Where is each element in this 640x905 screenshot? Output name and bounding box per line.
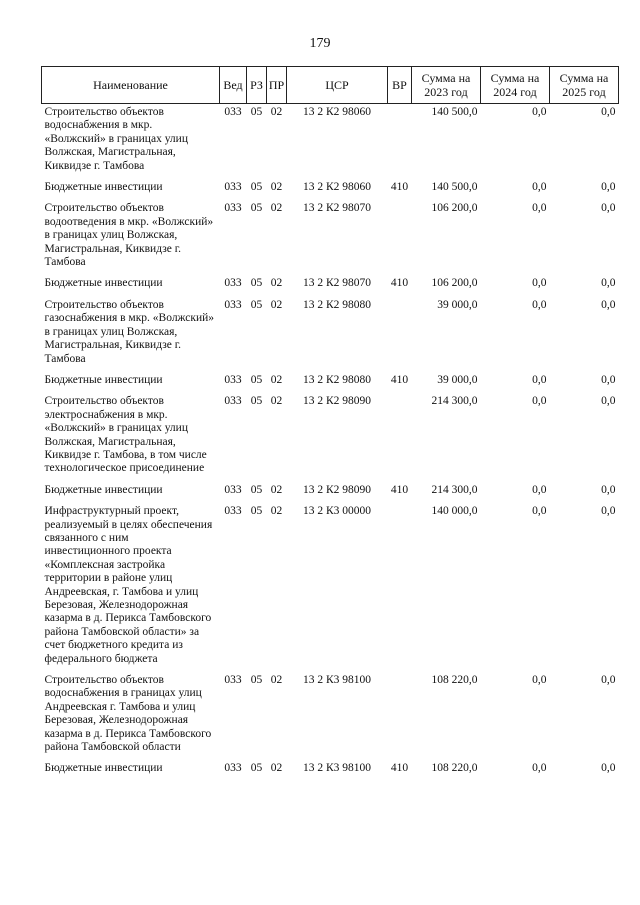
header-sum-2025: Сумма на 2025 год	[550, 67, 619, 104]
table-row	[42, 503, 619, 672]
row-pr: 02	[270, 505, 283, 518]
table-row	[42, 104, 619, 180]
row-name: Строительство объектов водоснабжения в границах улиц Андреевская г. Тамбова и улиц Березовая, Железнодорожная казарма в д. Перикса Тамбовского района Тамбовской области	[44, 674, 212, 754]
row-pr: 02	[270, 106, 283, 118]
page-number: 179	[309, 36, 331, 51]
row-pr: 02	[270, 762, 283, 775]
row-pr: 02	[270, 483, 283, 496]
row-rz: 05	[250, 483, 263, 496]
header-ved: Вед	[220, 67, 247, 104]
table-row	[42, 200, 619, 275]
row-rz: 05	[250, 277, 263, 290]
row-ved: 033	[224, 277, 242, 290]
row-sum-2023: 108 220,0	[431, 674, 478, 687]
row-sum-2025: 0,0	[601, 674, 616, 687]
row-ved: 033	[224, 483, 242, 496]
row-rz: 05	[250, 674, 263, 687]
table-row	[42, 179, 619, 200]
row-sum-2024: 0,0	[532, 395, 547, 408]
row-name: Бюджетные инвестиции	[44, 277, 163, 290]
row-csr: 13 2 К3 00000	[302, 505, 372, 518]
row-sum-2023: 108 220,0	[431, 762, 478, 775]
row-csr: 13 2 К2 98060	[302, 106, 372, 118]
row-ved: 033	[224, 674, 242, 687]
row-rz: 05	[250, 762, 263, 775]
row-pr: 02	[270, 277, 283, 290]
row-csr: 13 2 К2 98090	[302, 395, 372, 408]
row-vr: 410	[390, 483, 409, 496]
row-name: Бюджетные инвестиции	[44, 762, 163, 775]
header-name: Наименование	[42, 67, 220, 104]
row-name: Бюджетные инвестиции	[44, 373, 163, 386]
header-csr: ЦСР	[287, 67, 388, 104]
row-name: Строительство объектов водоснабжения в мкр. «Волжский» в границах улиц Волжская, Магистральная, Киквидзе г. Тамбова	[44, 106, 188, 172]
row-ved: 033	[224, 395, 242, 408]
row-vr	[388, 104, 412, 180]
row-sum-2025: 0,0	[601, 298, 616, 311]
row-sum-2025: 0,0	[601, 202, 616, 215]
row-vr: 410	[390, 277, 409, 290]
row-sum-2024: 0,0	[532, 298, 547, 311]
header-sum-2023: Сумма на 2023 год	[412, 67, 481, 104]
row-vr	[388, 297, 412, 372]
row-sum-2023: 140 500,0	[431, 181, 478, 194]
row-sum-2023: 39 000,0	[437, 373, 478, 386]
row-ved: 033	[224, 762, 242, 775]
row-csr: 13 2 К3 98100	[302, 762, 372, 775]
row-name: Бюджетные инвестиции	[44, 483, 163, 496]
row-sum-2025: 0,0	[601, 106, 616, 118]
row-csr: 13 2 К3 98100	[302, 674, 372, 687]
row-sum-2025: 0,0	[601, 277, 616, 290]
table-row	[42, 297, 619, 372]
row-vr	[388, 393, 412, 481]
row-sum-2023: 140 000,0	[431, 505, 478, 518]
row-sum-2025: 0,0	[601, 483, 616, 496]
row-rz: 05	[250, 298, 263, 311]
budget-table	[41, 66, 619, 782]
row-ved: 033	[224, 373, 242, 386]
row-ved: 033	[224, 298, 242, 311]
row-sum-2024: 0,0	[532, 277, 547, 290]
row-pr: 02	[270, 395, 283, 408]
row-name: Строительство объектов водоотведения в мкр. «Волжский» в границах улиц Волжская, Магистральная, Киквидзе г. Тамбова	[44, 202, 214, 269]
row-sum-2023: 106 200,0	[431, 277, 478, 290]
row-sum-2024: 0,0	[532, 483, 547, 496]
row-pr: 02	[270, 373, 283, 386]
row-pr: 02	[270, 202, 283, 215]
row-ved: 033	[224, 181, 242, 194]
row-rz: 05	[250, 373, 263, 386]
row-csr: 13 2 К2 98090	[302, 483, 372, 496]
row-sum-2023: 214 300,0	[431, 395, 478, 408]
row-sum-2024: 0,0	[532, 181, 547, 194]
row-sum-2025: 0,0	[601, 505, 616, 518]
row-pr: 02	[270, 674, 283, 687]
row-name: Строительство объектов газоснабжения в мкр. «Волжский» в границах улиц Волжская, Магистральная, Киквидзе г. Тамбова	[44, 298, 215, 365]
row-vr	[388, 672, 412, 760]
row-vr: 410	[390, 181, 409, 194]
header-sum-2024: Сумма на 2024 год	[481, 67, 550, 104]
table-row	[42, 393, 619, 481]
row-pr: 02	[270, 181, 283, 194]
row-sum-2024: 0,0	[532, 762, 547, 775]
table-row	[42, 275, 619, 296]
row-sum-2023: 140 500,0	[431, 106, 478, 118]
row-csr: 13 2 К2 98070	[302, 277, 372, 290]
row-csr: 13 2 К2 98080	[302, 373, 372, 386]
row-ved: 033	[224, 106, 242, 118]
row-sum-2024: 0,0	[532, 106, 547, 118]
row-rz: 05	[250, 181, 263, 194]
row-sum-2025: 0,0	[601, 395, 616, 408]
row-sum-2024: 0,0	[532, 505, 547, 518]
row-rz: 05	[250, 395, 263, 408]
row-rz: 05	[250, 505, 263, 518]
row-csr: 13 2 К2 98060	[302, 181, 372, 194]
row-name: Бюджетные инвестиции	[44, 181, 163, 194]
row-sum-2025: 0,0	[601, 762, 616, 775]
row-ved: 033	[224, 202, 242, 215]
row-sum-2025: 0,0	[601, 373, 616, 386]
row-rz: 05	[250, 106, 263, 118]
table-row	[42, 672, 619, 760]
row-sum-2025: 0,0	[601, 181, 616, 194]
row-csr: 13 2 К2 98080	[302, 298, 372, 311]
table-header-row	[42, 67, 619, 104]
row-csr: 13 2 К2 98070	[302, 202, 372, 215]
header-rz: РЗ	[247, 67, 267, 104]
row-ved: 033	[224, 505, 242, 518]
row-sum-2023: 106 200,0	[431, 202, 478, 215]
table-row	[42, 760, 619, 781]
row-name: Инфраструктурный проект, реализуемый в целях обеспечения связанного с ним инвестиционного проекта «Комплексная застройка территории в районе улиц Андреевская, г. Тамбова и улиц Березовая, Железнодорожная казарма в д. Перикса Тамбовского района Тамбовской области» за счет бюджетного кредита из федерального бюджета	[44, 505, 213, 665]
table-row	[42, 482, 619, 503]
row-pr: 02	[270, 298, 283, 311]
row-vr: 410	[390, 762, 409, 775]
row-vr	[388, 503, 412, 672]
row-sum-2024: 0,0	[532, 674, 547, 687]
row-sum-2024: 0,0	[532, 202, 547, 215]
row-sum-2023: 39 000,0	[437, 298, 478, 311]
header-pr: ПР	[267, 67, 287, 104]
row-sum-2024: 0,0	[532, 373, 547, 386]
table-row	[42, 372, 619, 393]
row-vr	[388, 200, 412, 275]
row-rz: 05	[250, 202, 263, 215]
row-vr: 410	[390, 373, 409, 386]
row-sum-2023: 214 300,0	[431, 483, 478, 496]
row-name: Строительство объектов электроснабжения в мкр. «Волжский» в границах улиц Волжская, Магистральная, Киквидзе г. Тамбова, в том числе технологическое присоединение	[44, 395, 207, 475]
header-vr: ВР	[388, 67, 412, 104]
